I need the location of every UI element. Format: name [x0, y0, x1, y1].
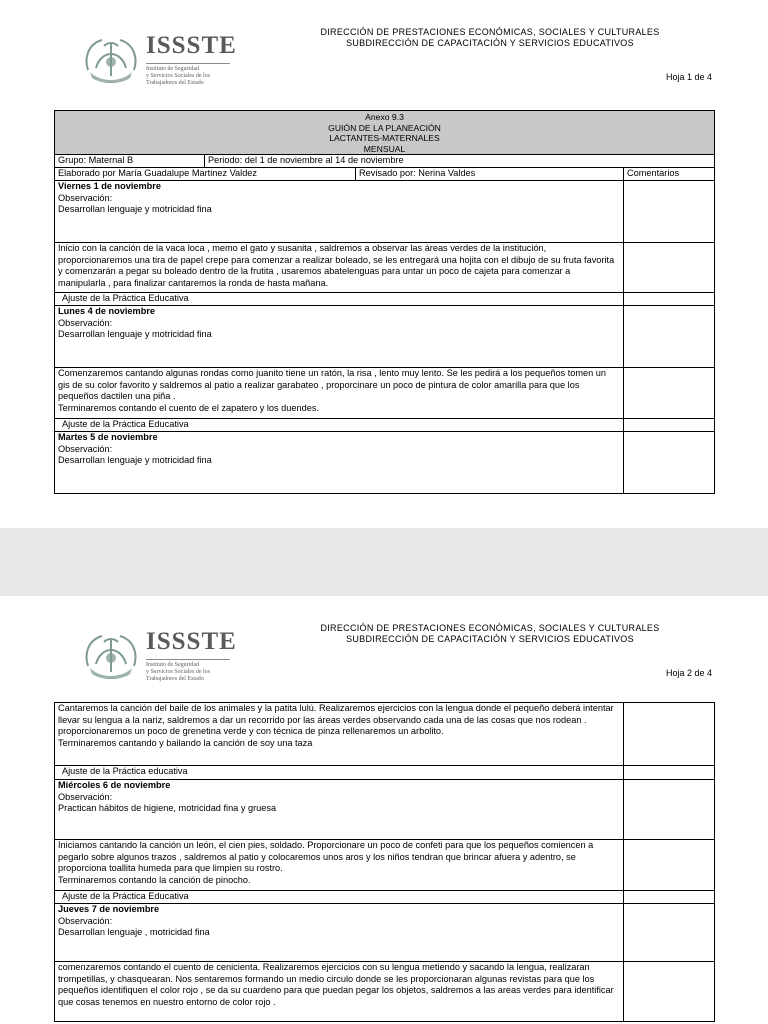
logo-divider	[146, 63, 230, 64]
logo-divider	[146, 659, 230, 660]
adjustment-cell: Ajuste de la Práctica educativa	[55, 766, 624, 780]
adjustment-cell: Ajuste de la Práctica Educativa	[55, 891, 624, 904]
day-observation-cell	[55, 306, 624, 368]
observation-label: Observación:	[58, 317, 113, 328]
comments-cell	[624, 181, 715, 243]
issste-emblem-icon	[80, 32, 142, 88]
annex-header: Anexo 9.3 GUIÓN DE LA PLANEACIÓN LACTANTES-MATERNALES MENSUAL	[55, 111, 715, 155]
activity-cell: Iniciamos cantando la canción un león, el cien pies, soldado. Proporcionare un poco de confeti para que los pequeños comiencen a pegarlo sobre algunos trazos , saldremos al patio y colocaremos unos aros y los niños tendran que brincar afuera y adentro, se proporciona toallita humeda para que limpien su rostro. Terminaremos contando la canción de pinocho.	[55, 840, 624, 891]
header-title-line-1: DIRECCIÓN DE PRESTACIONES ECONÓMICAS, SOCIALES Y CULTURALES	[320, 623, 660, 633]
sheet-number: Hoja 1 de 4	[665, 72, 712, 82]
day-title: Miércoles 6 de noviembre	[58, 780, 171, 790]
day-title: Viernes 1 de noviembre	[58, 181, 161, 191]
institution-subtitle: Instituto de Seguridad y Servicios Sociales de los Trabajadores del Estado	[146, 66, 210, 86]
prepared-by-cell: Elaborado por María Guadalupe Martinez Valdez	[55, 168, 356, 181]
issste-logo	[80, 30, 240, 90]
comments-cell	[624, 891, 715, 904]
document-header-title	[270, 27, 710, 49]
day-title: Martes 5 de noviembre	[58, 432, 158, 442]
day-observation-cell	[55, 904, 624, 962]
document-header-title	[270, 623, 710, 645]
period-cell: Periodo: del 1 de noviembre al 14 de noviembre	[205, 155, 715, 168]
observation-text: Desarrollan lenguaje , motricidad fina	[58, 927, 210, 938]
institution-name: ISSSTE	[146, 628, 237, 655]
day-title: Lunes 4 de noviembre	[58, 306, 156, 316]
comments-cell	[624, 419, 715, 432]
day-observation-cell	[55, 780, 624, 840]
issste-logo	[80, 626, 240, 686]
institution-subtitle: Instituto de Seguridad y Servicios Sociales de los Trabajadores del Estado	[146, 662, 210, 682]
day-title: Jueves 7 de noviembre	[58, 904, 160, 914]
comments-cell	[624, 432, 715, 494]
observation-label: Observación:	[58, 443, 113, 454]
observation-label: Observación:	[58, 915, 113, 926]
issste-emblem-icon	[80, 628, 142, 684]
activity-cell: Cantaremos la canción del baile de los animales y la patita lulú. Realizaremos ejercicios con la lengua donde el pequeño deberá intentar llevar su lengua a la nariz, saldremos a dar un recorrido por las áreas verdes observando cada una de las cosas que nos rodean . proporcionaremos un poco de grenetina verde y con técnica de pinza rellenaremos un arbolito. Terminaremos cantando y bailando la canción de soy una taza	[55, 703, 624, 766]
comments-cell	[624, 703, 715, 766]
comments-cell	[624, 306, 715, 368]
header-title-line-2: SUBDIRECCIÓN DE CAPACITACIÓN Y SERVICIOS EDUCATIVOS	[346, 634, 634, 644]
comments-cell	[624, 840, 715, 891]
observation-label: Observación:	[58, 192, 113, 203]
sheet-number: Hoja 2 de 4	[665, 668, 712, 678]
comments-header: Comentarios	[624, 168, 715, 181]
observation-text: Desarrollan lenguaje y motricidad fina	[58, 204, 212, 215]
planning-table	[54, 110, 715, 494]
observation-text: Desarrollan lenguaje y motricidad fina	[58, 455, 212, 466]
observation-text: Practican hábitos de higiene, motricidad fina y gruesa	[58, 803, 277, 814]
header-title-line-2: SUBDIRECCIÓN DE CAPACITACIÓN Y SERVICIOS EDUCATIVOS	[346, 38, 634, 48]
comments-cell	[624, 368, 715, 419]
comments-cell	[624, 962, 715, 1022]
day-observation-cell	[55, 432, 624, 494]
comments-cell	[624, 780, 715, 840]
group-cell: Grupo: Maternal B	[55, 155, 205, 168]
activity-cell: Comenzaremos cantando algunas rondas como juanito tiene un ratón, la risa , lento muy lento. Se les pedirá a los pequeños tomen un gis de su color favorito y saldremos al patio a realizar garabateo , proporcinare un poco de pintura de color amarilla para que los pequeños dactilen una piña . Terminaremos contando el cuento de el zapatero y los duendes.	[55, 368, 624, 419]
planning-table	[54, 702, 715, 1022]
comments-cell	[624, 904, 715, 962]
institution-name: ISSSTE	[146, 32, 237, 59]
adjustment-cell: Ajuste de la Práctica Educativa	[55, 419, 624, 432]
comments-cell	[624, 766, 715, 780]
comments-cell	[624, 293, 715, 306]
comments-cell	[624, 243, 715, 293]
document-page-2	[0, 596, 768, 1024]
header-title-line-1: DIRECCIÓN DE PRESTACIONES ECONÓMICAS, SOCIALES Y CULTURALES	[320, 27, 660, 37]
observation-label: Observación:	[58, 791, 113, 802]
activity-cell: comenzaremos contando el cuento de cenicienta. Realizaremos ejercicios con su lengua metiendo y sacando la lengua, realizaran trompetillas, y chasquearan. Nos sentaremos formando un medio circulo donde se les proporcionaran algunas revistas para que los pequeños identifiquen el color rojo , se da su cuardeno para que puedan pegar los objetos, saldremos a las areas verdes para identificar que cosas tenemos en nuestro entorno de color rojo .	[55, 962, 624, 1022]
day-observation-cell	[55, 181, 624, 243]
adjustment-cell: Ajuste de la Práctica Educativa	[55, 293, 624, 306]
reviewed-by-cell: Revisado por: Nerina Valdes	[356, 168, 624, 181]
observation-text: Desarrollan lenguaje y motricidad fina	[58, 329, 212, 340]
activity-cell: Inicio con la canción de la vaca loca , memo el gato y susanita , saldremos a observar las áreas verdes de la institución, proporcionaremos una tira de papel crepe para comenzar a realizar boleado, se les entregará una hojita con el dibujo de su fruta favorita y comenzarán a pegar su boleado dentro de la frutita , usaremos abatelenguas para untar un poco de cajeta para comenzar a manipularla , para finalizar cantaremos la ronda de hasta mañana.	[55, 243, 624, 293]
